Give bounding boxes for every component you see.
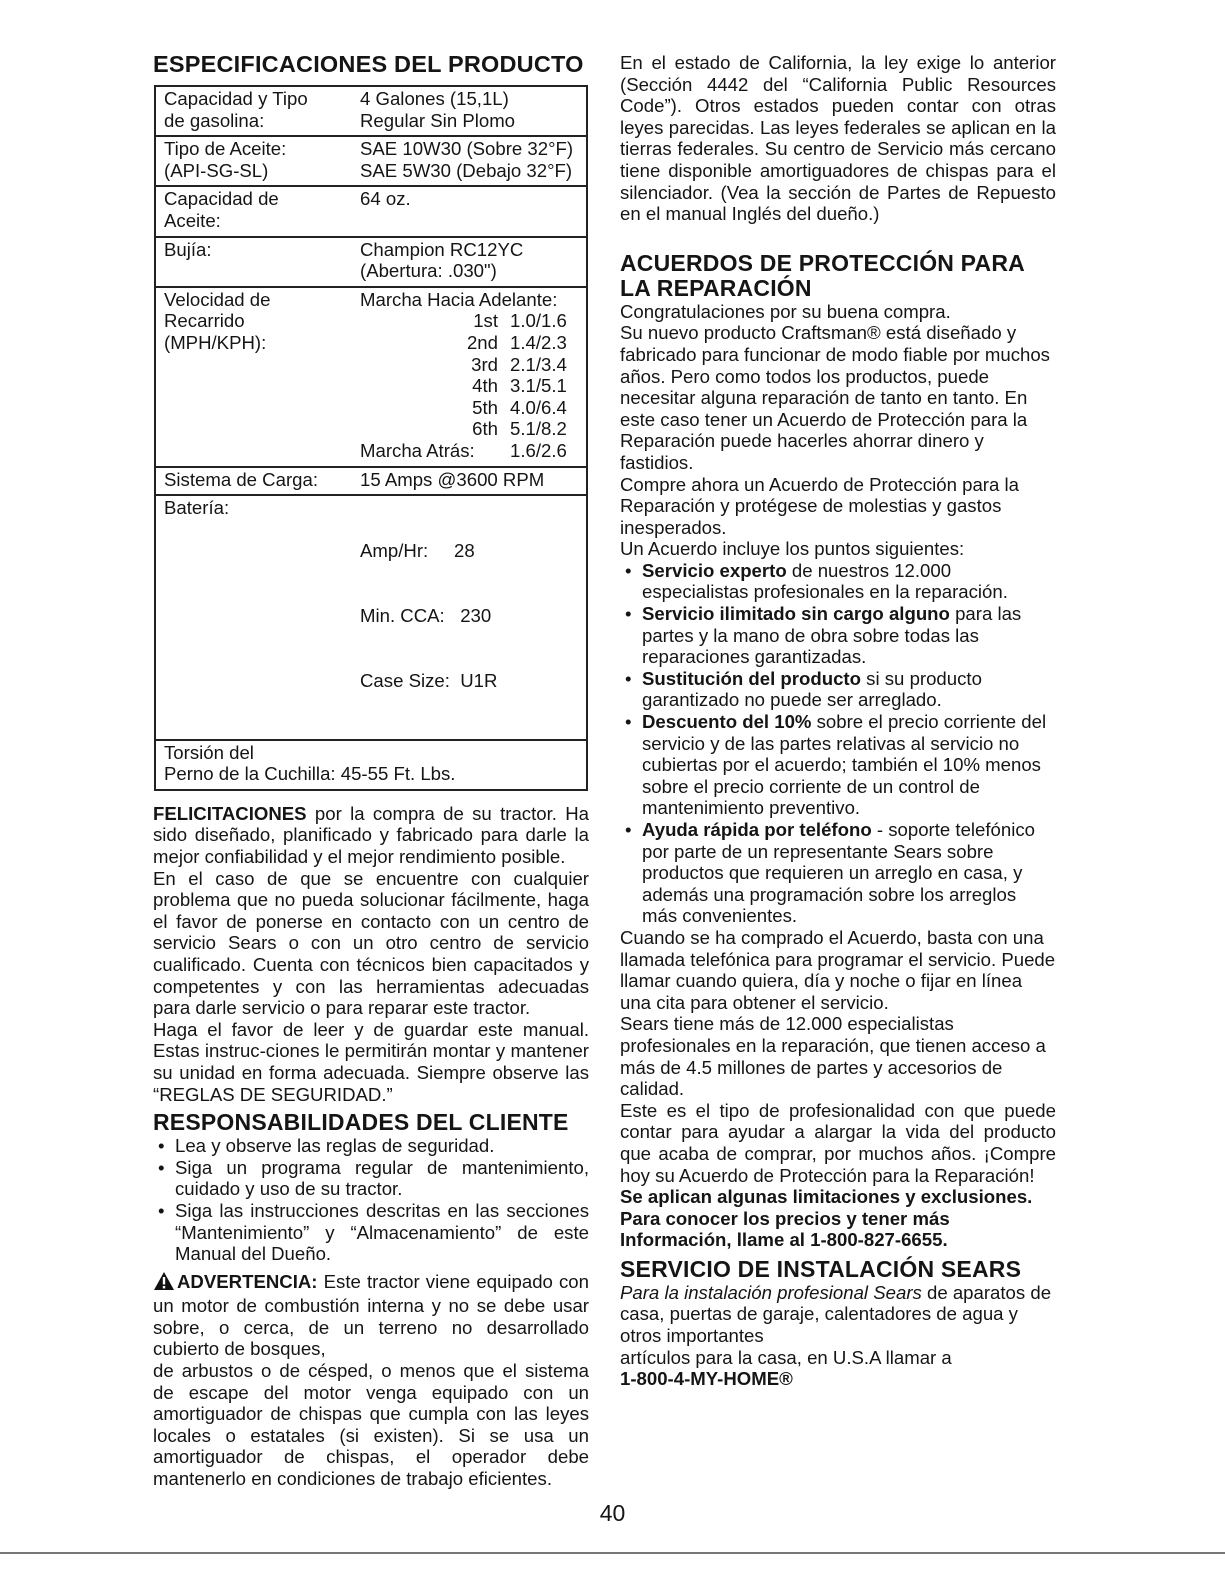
professional-paragraph: Este es el tipo de profesionalidad con que puede contar para ayudar a alargar la vida del producto que acaba de comprar, por muchos años. ¡Compre hoy su Acuerdo de Protección para la Reparación! bbox=[620, 1099, 1056, 1186]
product-paragraph: Su nuevo producto Craftsman® está diseñado y fabricado para funcionar de modo fiable por muchos años. Pero como todos los productos, puede necesitar alguna reparación de tanto en tanto. En este caso tener un Acuerdo de Protección para la Reparación puede hacerles ahorrar dinero y fastidios. bbox=[620, 322, 1050, 473]
spec-row-blade-torque bbox=[155, 740, 587, 790]
specs-table bbox=[154, 85, 588, 791]
spec-row-speed bbox=[155, 287, 587, 467]
spec-value: 4 Galones (15,1L) bbox=[360, 88, 509, 109]
spec-label: (MPH/KPH): bbox=[164, 331, 267, 353]
list-item: • Lea y observe las reglas de seguridad. bbox=[153, 1135, 589, 1157]
spec-value: (Abertura: .030") bbox=[360, 260, 497, 282]
gear-label: 6th bbox=[472, 418, 498, 440]
spec-value: 15 Amps @3600 RPM bbox=[360, 468, 545, 490]
list-item: • Servicio experto de nuestros 12.000 especialistas profesionales en la reparación. bbox=[620, 560, 1056, 603]
spec-value: 45-55 Ft. Lbs. bbox=[340, 763, 456, 785]
spec-label: Bujía: bbox=[164, 238, 212, 260]
includes-line: Un Acuerdo incluye los puntos siguientes: bbox=[620, 538, 965, 560]
list-item: • Siga un programa regular de mantenimiento, cuidado y uso de su tractor. bbox=[153, 1157, 589, 1200]
speed-row bbox=[360, 375, 570, 397]
spec-label: Recarrido bbox=[164, 310, 245, 332]
california-paragraph: En el estado de California, la ley exige lo anterior (Sección 4442 del “California Public Resources Code”). Otros estados pueden contar con otras leyes parecidas. Las leyes federales se aplican en la tierras federales. Su centro de Servicio más cercano tiene disponible amortiguadores de chispas para el silenciador. (Vea la sección de Partes de Repuesto en el manual Inglés del dueño.) bbox=[620, 52, 1056, 225]
buy-paragraph: Compre ahora un Acuerdo de Protección para la Reparación y protégese de molestias y gastos inesperados. bbox=[620, 473, 1019, 538]
speed-row bbox=[360, 332, 570, 354]
spec-label: Torsión del bbox=[164, 741, 254, 763]
left-column bbox=[153, 52, 589, 1490]
list-item: • Siga las instrucciones descritas en las secciones “Mantenimiento” y “Almacenamiento” de este Manual del Dueño. bbox=[153, 1200, 589, 1265]
limitations-notice: Se aplican algunas limitaciones y exclusiones. Para conocer los precios y tener más Información, llame al 1-800-827-6655. bbox=[620, 1186, 1033, 1251]
spec-label: Aceite: bbox=[164, 209, 221, 231]
installation-paragraph-continued: artículos para la casa, en U.S.A llamar a bbox=[620, 1346, 952, 1368]
spec-value: Regular Sin Plomo bbox=[360, 109, 516, 131]
responsabilidades-heading: RESPONSABILIDADES DEL CLIENTE bbox=[153, 1109, 569, 1136]
spec-label: Sistema de Carga: bbox=[164, 468, 318, 490]
warning-label: ADVERTENCIA: bbox=[177, 1270, 318, 1292]
manual-paragraph: Haga el favor de leer y de guardar este manual. Estas instruc-ciones le permitirán montar y mantener su unidad en forma adecuada. Siempre observe las “REGLAS DE SEGURIDAD.” bbox=[153, 1018, 589, 1105]
gear-value: 5.1/8.2 bbox=[510, 418, 567, 440]
spec-value: 64 oz. bbox=[360, 188, 411, 210]
gear-label: Marcha Atrás: bbox=[360, 439, 475, 461]
speeds-table bbox=[360, 310, 570, 461]
warning-paragraph: ADVERTENCIA: Este tractor viene equipado con un motor de combustión interna y no se debe usar sobre, o cerca, de un terreno no desarrollado cubierto de bosques, bbox=[153, 1270, 589, 1360]
spec-row-fuel bbox=[155, 86, 587, 136]
instalacion-heading: SERVICIO DE INSTALACIÓN SEARS bbox=[620, 1255, 1022, 1282]
felicitaciones-bold: FELICITACIONES bbox=[153, 802, 307, 824]
spec-row-spark-plug bbox=[155, 237, 587, 287]
gear-label: 1st bbox=[473, 310, 498, 332]
benefits-list bbox=[620, 560, 1056, 927]
sears-paragraph: Sears tiene más de 12.000 especialistas profesionales en la reparación, que tienen acceso a más de 4.5 millones de partes y accesorios de calidad. bbox=[620, 1013, 1046, 1100]
gear-value: 2.1/3.4 bbox=[510, 353, 567, 375]
specs-heading: ESPECIFICACIONES DEL PRODUCTO bbox=[153, 51, 584, 77]
gear-value: 4.0/6.4 bbox=[510, 396, 567, 418]
list-item: • Descuento del 10% sobre el precio corriente del servicio y de las partes relativas al servicio no cubiertas por el acuerdo; también el 10% menos sobre el precio corriente de un control de mantenimiento preventivo. bbox=[620, 711, 1056, 819]
spec-label: Capacidad de bbox=[164, 188, 279, 210]
list-item: • Servicio ilimitado sin cargo alguno para las partes y la mano de obra sobre todas las reparaciones garantizadas. bbox=[620, 603, 1056, 668]
spec-label: Perno de la Cuchilla: bbox=[164, 763, 336, 785]
speed-row bbox=[360, 397, 570, 419]
spec-value: Marcha Hacia Adelante: bbox=[360, 288, 558, 310]
spec-value: Min. CCA: 230 bbox=[360, 605, 492, 627]
right-column bbox=[620, 52, 1056, 1390]
warning-triangle-icon bbox=[153, 1271, 175, 1296]
spec-row-oil-type bbox=[155, 136, 587, 186]
warning-paragraph-continued: de arbustos o de césped, o menos que el sistema de escape del motor venga equipado con un amortiguador de chispas que cumpla con las leyes locales o estatales (si existen). Si se usa un amortiguador de chispas, el operador debe mantenerlo en condiciones de trabajo eficientes. bbox=[153, 1360, 589, 1490]
bottom-divider bbox=[0, 1552, 1225, 1554]
gear-label: 4th bbox=[472, 375, 498, 397]
spec-label: Velocidad de bbox=[164, 288, 271, 310]
spec-label: Tipo de Aceite: bbox=[164, 138, 287, 160]
spec-value: SAE 10W30 (Sobre 32°F) bbox=[360, 138, 574, 160]
spec-label: de gasolina: bbox=[164, 109, 265, 131]
spec-row-oil-capacity bbox=[155, 186, 587, 236]
spec-value: SAE 5W30 (Debajo 32°F) bbox=[360, 159, 573, 181]
spec-label: (API-SG-SL) bbox=[164, 159, 269, 181]
spec-value: Amp/Hr: 28 bbox=[360, 540, 475, 562]
congrats-line: Congratulaciones por su buena compra. bbox=[620, 300, 951, 322]
installation-paragraph: Para la instalación profesional Sears de aparatos de casa, puertas de garaje, calentadores de agua y otros importantes bbox=[620, 1281, 1052, 1347]
spec-row-battery bbox=[155, 495, 587, 740]
spec-label: Capacidad y Tipo bbox=[164, 88, 308, 109]
gear-label: 3rd bbox=[471, 353, 498, 375]
responsibilities-list bbox=[153, 1135, 589, 1265]
problem-paragraph: En el caso de que se encuentre con cualquier problema que no pueda solucionar fácilmente, haga el favor de ponerse en contacto con un centro de servicio Sears o con un otro centro de servicio cualificado. Cuenta con técnicos bien capacitados y competentes y con las herramientas adecuadas para darle servicio o para reparar este tractor. bbox=[153, 867, 589, 1019]
spec-row-charging bbox=[155, 467, 587, 496]
speed-row bbox=[360, 354, 570, 376]
felicitaciones-paragraph: FELICITACIONES por la compra de su tractor. Ha sido diseñado, planificado y fabricado para darle la mejor confiabilidad y el mejor rendimiento posible. bbox=[153, 802, 589, 867]
spec-label: Batería: bbox=[164, 497, 230, 519]
gear-value: 1.6/2.6 bbox=[510, 439, 567, 461]
phone-number: 1-800-4-MY-HOME® bbox=[620, 1368, 793, 1390]
gear-label: 5th bbox=[472, 396, 498, 418]
speed-row bbox=[360, 310, 570, 332]
list-item: • Sustitución del producto si su producto garantizado no puede ser arreglado. bbox=[620, 668, 1056, 711]
spec-value: Champion RC12YC bbox=[360, 238, 524, 260]
acuerdos-heading: ACUERDOS DE PROTECCIÓN PARA LA REPARACIÓN bbox=[620, 249, 1025, 301]
page-number: 40 bbox=[599, 1500, 626, 1526]
gear-value: 3.1/5.1 bbox=[510, 375, 567, 397]
gear-value: 1.4/2.3 bbox=[510, 331, 567, 353]
spec-value: Case Size: U1R bbox=[360, 669, 498, 691]
speed-row bbox=[360, 440, 570, 462]
gear-value: 1.0/1.6 bbox=[510, 310, 567, 332]
when-paragraph: Cuando se ha comprado el Acuerdo, basta con una llamada telefónica para programar el servicio. Puede llamar cuando quiera, día y noche o fijar en línea una cita para obtener el servicio. bbox=[620, 926, 1056, 1013]
speed-row bbox=[360, 418, 570, 440]
gear-label: 2nd bbox=[466, 331, 498, 353]
list-item: • Ayuda rápida por teléfono - soporte telefónico por parte de un representante Sears sobre productos que requieren un arreglo en casa, y además una programación sobre los arreglos más convenientes. bbox=[620, 819, 1056, 927]
